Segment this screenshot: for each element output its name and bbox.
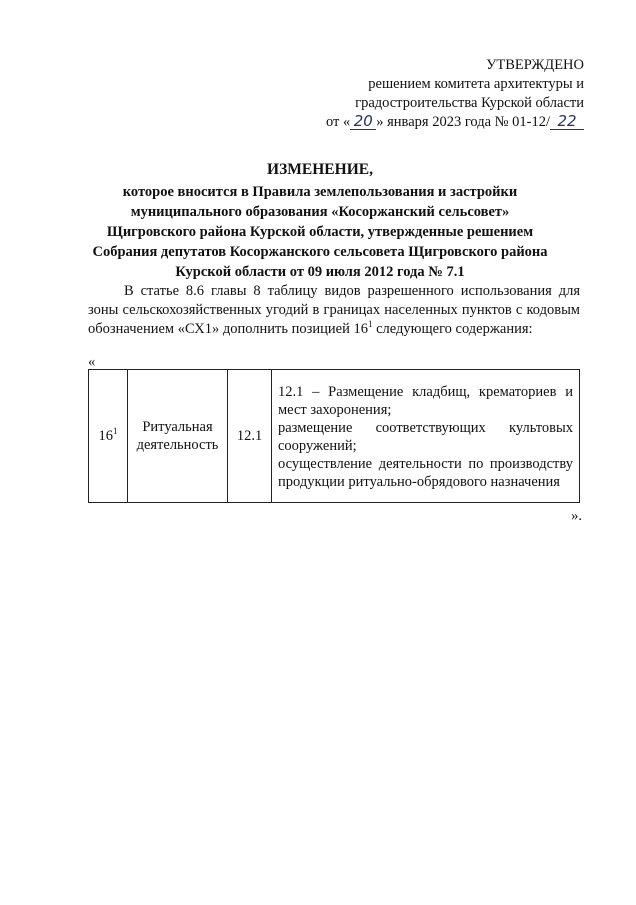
paragraph-superscript: 1 bbox=[367, 319, 373, 329]
row-number: 16 bbox=[98, 427, 113, 444]
title-main: ИЗМЕНЕНИЕ, bbox=[267, 161, 373, 178]
opening-quote: « bbox=[88, 354, 96, 370]
approval-date-line bbox=[284, 113, 584, 132]
handwritten-day: 20 bbox=[350, 114, 376, 130]
paragraph-text-end: следующего содержания: bbox=[372, 321, 533, 337]
title-line-5: Курской области от 09 июля 2012 года № 7.1 bbox=[175, 264, 465, 280]
closing-quote: ». bbox=[571, 508, 582, 524]
approval-date-middle: » января 2023 года № 01-12/ bbox=[376, 114, 550, 130]
use-description-cell bbox=[272, 370, 580, 503]
paragraph-text: В статье 8.6 главы 8 таблицу видов разрешенного использования для зоны сельскохозяйственных угодий в границах населенных пунктов с кодовым обозначением «СХ1» дополнить позицией 16 bbox=[88, 283, 580, 337]
row-number-cell bbox=[89, 370, 128, 503]
use-name-cell: Ритуальная деятельность bbox=[128, 370, 228, 503]
approval-line-2: градостроительства Курской области bbox=[355, 95, 584, 111]
document-title bbox=[70, 160, 570, 282]
permitted-use-table bbox=[88, 369, 580, 503]
title-line-4: Собрания депутатов Косоржанского сельсовета Щигровского района bbox=[92, 244, 548, 260]
table-row bbox=[89, 370, 580, 503]
description-line-1: 12.1 – Размещение кладбищ, крематориев и мест захоронения; bbox=[278, 384, 573, 418]
body-paragraph bbox=[88, 282, 580, 339]
description-line-3: осуществление деятельности по производству продукции ритуально-обрядового назначения bbox=[278, 456, 573, 490]
approval-heading: УТВЕРЖДЕНО bbox=[486, 57, 584, 73]
description-line-2: размещение соответствующих культовых сооружений; bbox=[278, 420, 573, 454]
title-line-1: которое вносится в Правила землепользования и застройки bbox=[122, 184, 518, 200]
title-line-3: Щигровского района Курской области, утвержденные решением bbox=[106, 224, 534, 240]
approval-date-prefix: от « bbox=[325, 114, 351, 130]
approval-block bbox=[284, 56, 584, 132]
use-code-cell: 12.1 bbox=[228, 370, 272, 503]
approval-line-1: решением комитета архитектуры и bbox=[368, 76, 584, 92]
title-line-2: муниципального образования «Косоржанский сельсовет» bbox=[130, 204, 510, 220]
row-number-superscript: 1 bbox=[113, 425, 118, 436]
handwritten-doc-number: 22 bbox=[550, 114, 584, 130]
